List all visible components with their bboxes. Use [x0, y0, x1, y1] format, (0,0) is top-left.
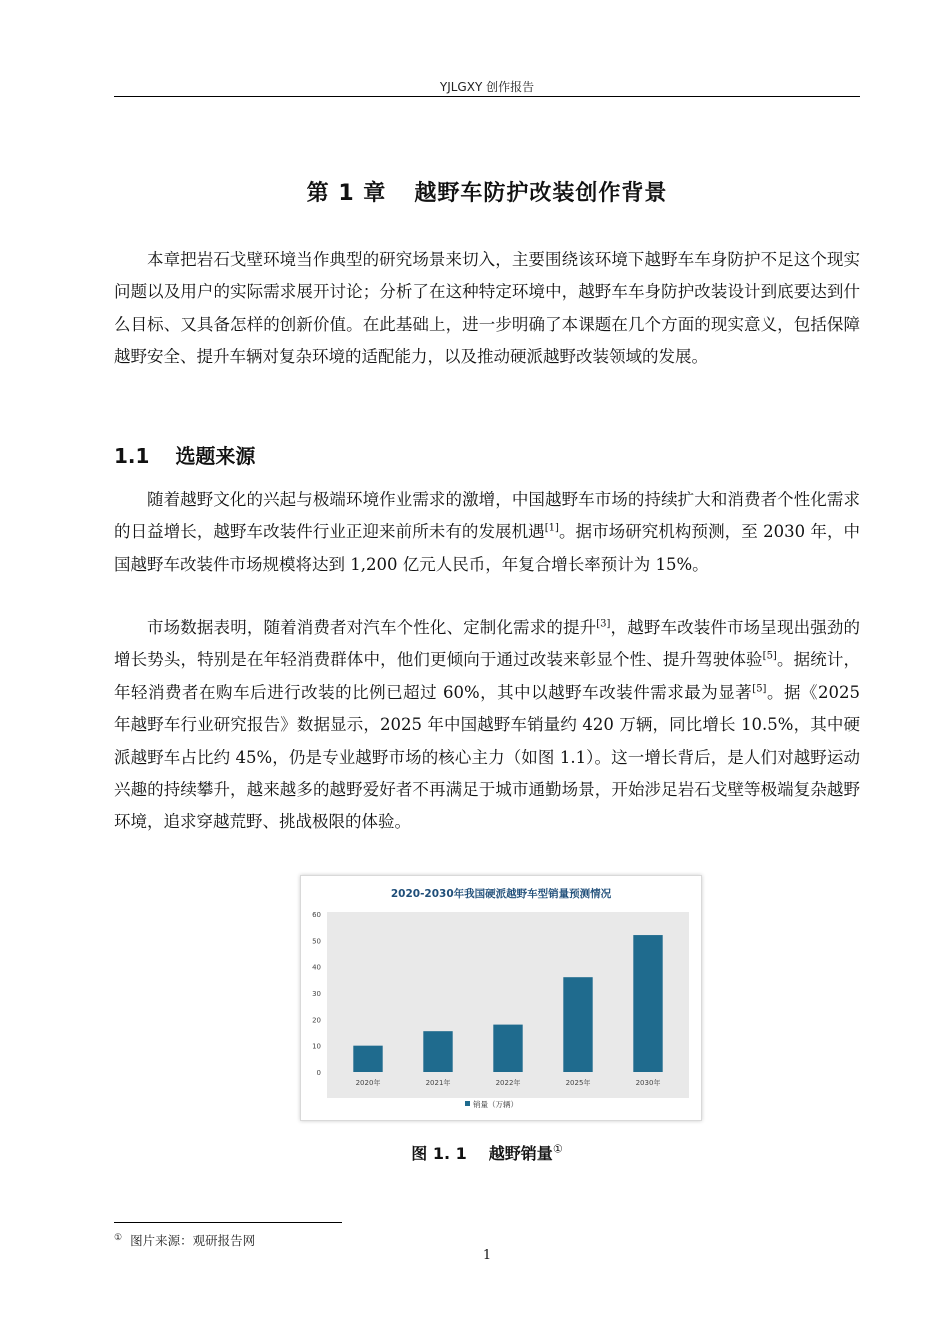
chapter-number: 第 1 章: [306, 181, 387, 206]
paragraph-text: ，越野车改装件市场呈现出强劲的增长势头，特别是在年轻消费群体中，他们更倾向于通过改装来彰显个性、提升驾驶体验: [114, 618, 861, 670]
x-tick-label: 2020年: [355, 1079, 381, 1087]
bar: [563, 977, 592, 1072]
section-name: 选题来源: [175, 444, 256, 468]
paragraph-text: 随着越野文化的兴起与极端环境作业需求的激增，中国越野车市场的持续扩大和消费者个性化需求的日益增长，越野车改装件行业正迎来前所未有的发展机遇: [114, 490, 860, 542]
paragraph-text: 。据《2025 年越野车行业研究报告》数据显示，2025 年中国越野车销量约 420 万辆，同比增长 10.5%，其中硬派越野车占比约 45%，仍是专业越野市场的核心主力（如图 1.1）。这一增长背后，是人们对越野运动兴趣的持续攀升，越来越多的越野爱好者不再满足于城市通勤场景，开始涉足岩石戈壁等极端复杂越野环境，追求穿越荒野、挑战极限的体验。: [114, 682, 860, 832]
x-tick-label: 2030年: [635, 1079, 661, 1087]
section-number: 1.1: [114, 444, 150, 468]
footnote-mark: ①: [114, 1232, 123, 1243]
figure-caption-text: 越野销量: [488, 1144, 553, 1163]
footnote: [114, 1231, 255, 1249]
legend-label: 销量（万辆）: [473, 1100, 518, 1109]
citation-ref[interactable]: [1]: [544, 522, 559, 534]
page-number: 1: [482, 1248, 492, 1263]
section-title: [114, 440, 255, 469]
chart-title: 2020-2030年我国硬派越野车型销量预测情况: [390, 888, 612, 900]
bar: [493, 1025, 522, 1072]
x-tick-label: 2025年: [565, 1079, 591, 1087]
footnote-rule: [114, 1222, 342, 1223]
chapter-name: 越野车防护改装创作背景: [414, 181, 668, 206]
paragraph-text: 。据市场研究机构预测，至 2030 年，中国越野车改装件市场规模将达到 1,200 亿元人民币，年复合增长率预计为 15%。: [114, 522, 861, 574]
footnote-marker[interactable]: ①: [552, 1142, 563, 1156]
chapter-title: [114, 176, 860, 207]
footnote-text: 图片来源：观研报告网: [130, 1233, 256, 1248]
header-rule: [114, 96, 860, 97]
bar: [633, 935, 662, 1072]
y-tick-label: 50: [312, 937, 321, 946]
body-paragraph-1: [114, 484, 860, 581]
citation-ref[interactable]: [5]: [752, 683, 767, 695]
body-paragraph-2: [114, 612, 860, 839]
y-tick-label: 0: [316, 1069, 321, 1077]
sales-chart-figure: [300, 875, 702, 1121]
y-tick-label: 40: [312, 963, 321, 972]
x-tick-label: 2022年: [495, 1079, 521, 1087]
figure-label: 图 1. 1: [411, 1144, 467, 1163]
bar: [423, 1031, 452, 1072]
intro-paragraph: 本章把岩石戈壁环境当作典型的研究场景来切入，主要围绕该环境下越野车车身防护不足这个现实问题以及用户的实际需求展开讨论；分析了在这种特定环境中，越野车车身防护改装设计到底要达到什么目标、又具备怎样的创新价值。在此基础上，进一步明确了本课题在几个方面的现实意义，包括保障越野安全、提升车辆对复杂环境的适配能力，以及推动硬派越野改装领域的发展。: [114, 250, 860, 367]
figure-caption: [114, 1141, 860, 1164]
bar: [353, 1046, 382, 1072]
page-header: YJLGXY 创作报告: [439, 80, 535, 94]
paragraph-text: 。据统计，年轻消费者在购车后进行改装的比例已超过 60%，其中以越野车改装件需求最为显著: [114, 650, 861, 702]
y-tick-label: 60: [312, 911, 321, 919]
citation-ref[interactable]: [3]: [596, 618, 611, 630]
legend-swatch: [465, 1101, 470, 1106]
paragraph-text: 市场数据表明，随着消费者对汽车个性化、定制化需求的提升: [147, 618, 597, 637]
x-tick-label: 2021年: [425, 1079, 451, 1087]
bar-chart: [301, 876, 701, 1120]
y-tick-label: 10: [312, 1042, 321, 1051]
y-tick-label: 20: [312, 1016, 321, 1025]
y-tick-label: 30: [312, 990, 321, 998]
citation-ref[interactable]: [5]: [762, 650, 777, 662]
